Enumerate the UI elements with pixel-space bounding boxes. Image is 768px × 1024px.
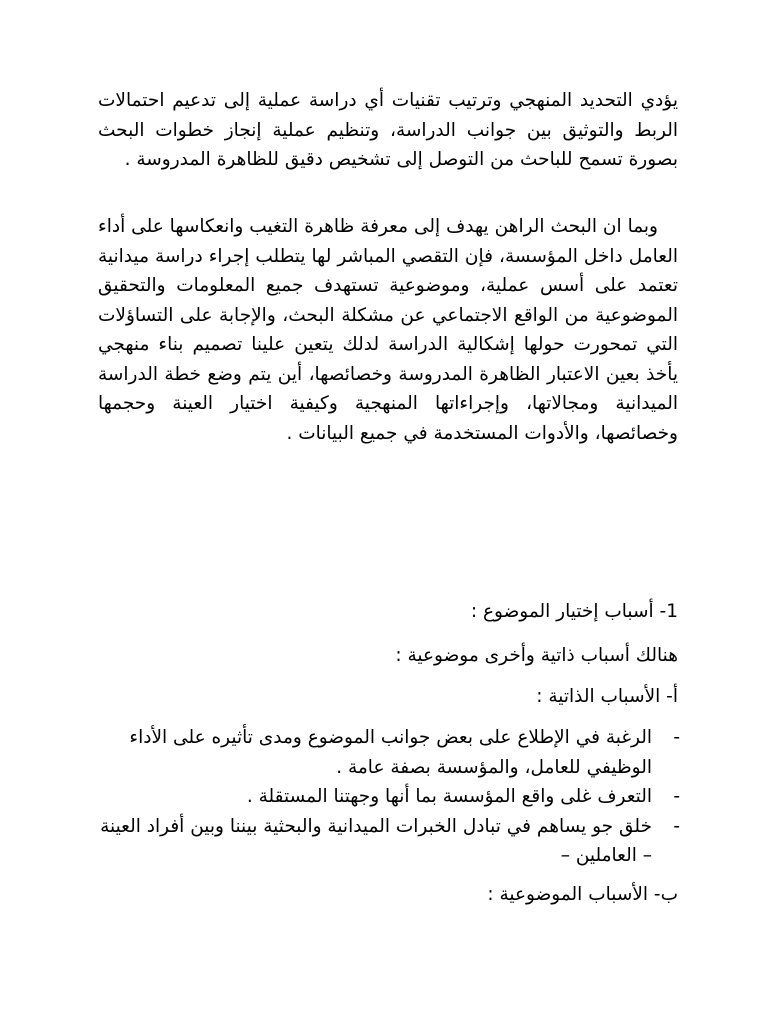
list-item-text: الرغبة في الإطلاع على بعض جوانب الموضوع ومدى تأثيره على الأداء الوظيفي للعامل، والمؤسسة بصفة عامة .: [129, 727, 652, 778]
reasons-heading: 1- أسباب إختيار الموضوع :: [470, 601, 678, 622]
list-item: [88, 782, 678, 812]
list-item-text: التعرف غلى واقع المؤسسة بما أنها وجهتنا المستقلة .: [246, 786, 652, 807]
list-item-text: خلق جو يساهم في تبادل الخبرات الميدانية والبحثية بيننا وبين أفراد العينة – العاملين –: [100, 815, 652, 866]
subjective-reasons-list: [88, 723, 678, 871]
list-item: [88, 812, 678, 871]
subjective-reasons-heading: أ- الأسباب الذاتية :: [536, 686, 678, 707]
bullet-dash: -: [673, 815, 680, 837]
list-item: [88, 723, 678, 782]
objective-reasons-heading: ب- الأسباب الموضوعية :: [487, 884, 678, 905]
research-paragraph: وبما ان البحث الراهن يهدف إلى معرفة ظاهرة التغيب وانعكاسها على أداء العامل داخل المؤسسة، فإن التقصي المباشر لها يتطلب إجراء دراسة ميدانية تعتمد على أسس عملية، وموضوعية تستهدف جميع المعلومات والتحقيق الموضوعية من الواقع الاجتماعي عن مشكلة البحث، والإجابة على التساؤلات التي تمحورت حولها إشكالية الدراسة لدلك يتعين علينا تصميم بناء منهجي يأخذ بعين الاعتبار الظاهرة المدروسة وخصائصها، أين يتم وضع خطة الدراسة الميدانية ومجالاتها، وإجراءاتها المنهجية وكيفية اختيار العينة وحجمها وخصائصها، والأدوات المستخدمة في جميع البيانات .: [98, 216, 678, 444]
bullet-dash: -: [673, 786, 680, 807]
intro-paragraph: يؤدي التحديد المنهجي وترتيب تقنيات أي دراسة عملية إلى تدعيم احتمالات الربط والتوثيق بين جوانب الدراسة، وتنظيم عملية إنجاز خطوات البحث بصورة تسمح للباحث من التوصل إلى تشخيص دقيق للظاهرة المدروسة .: [98, 90, 678, 170]
reasons-intro: هنالك أسباب ذاتية وأخرى موضوعية :: [395, 645, 678, 666]
bullet-dash: -: [673, 727, 680, 748]
